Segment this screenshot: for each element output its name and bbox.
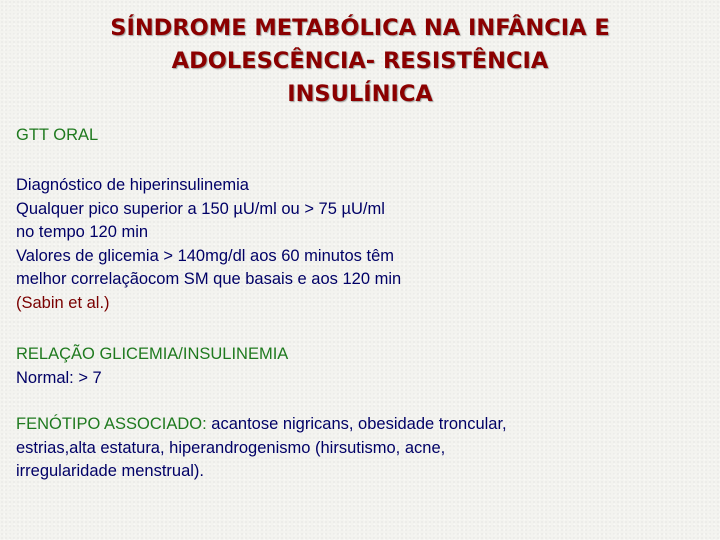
ratio-section bbox=[16, 343, 706, 390]
diagnosis-line: Qualquer pico superior a 150 µU/ml ou > 75 µU/ml bbox=[16, 199, 385, 218]
diagnosis-section bbox=[16, 174, 706, 315]
gtt-heading: GTT ORAL bbox=[16, 126, 99, 144]
title-line-1: SÍNDROME METABÓLICA NA INFÂNCIA E bbox=[110, 15, 610, 41]
gtt-section bbox=[16, 124, 706, 148]
phenotype-text: irregularidade menstrual). bbox=[16, 462, 205, 480]
diagnosis-line: melhor correlaçãocom SM que basais e aos 120 min bbox=[16, 270, 402, 288]
phenotype-text: estrias,alta estatura, hiperandrogenismo (hirsutismo, acne, bbox=[16, 438, 446, 457]
citation: (Sabin et al.) bbox=[16, 293, 110, 312]
title-line-3: INSULÍNICA bbox=[287, 81, 433, 107]
diagnosis-heading: Diagnóstico de hiperinsulinemia bbox=[16, 176, 249, 194]
diagnosis-line: no tempo 120 min bbox=[16, 223, 149, 241]
diagnosis-line: Valores de glicemia > 140mg/dl aos 60 minutos têm bbox=[16, 246, 395, 265]
slide-title bbox=[40, 12, 680, 111]
phenotype-label: FENÓTIPO ASSOCIADO: bbox=[16, 415, 207, 433]
phenotype-section bbox=[16, 413, 706, 484]
title-line-2: ADOLESCÊNCIA- RESISTÊNCIA bbox=[171, 48, 549, 74]
ratio-heading: RELAÇÃO GLICEMIA/INSULINEMIA bbox=[16, 345, 289, 363]
ratio-value: Normal: > 7 bbox=[16, 368, 102, 387]
phenotype-text: acantose nigricans, obesidade troncular, bbox=[206, 415, 507, 433]
